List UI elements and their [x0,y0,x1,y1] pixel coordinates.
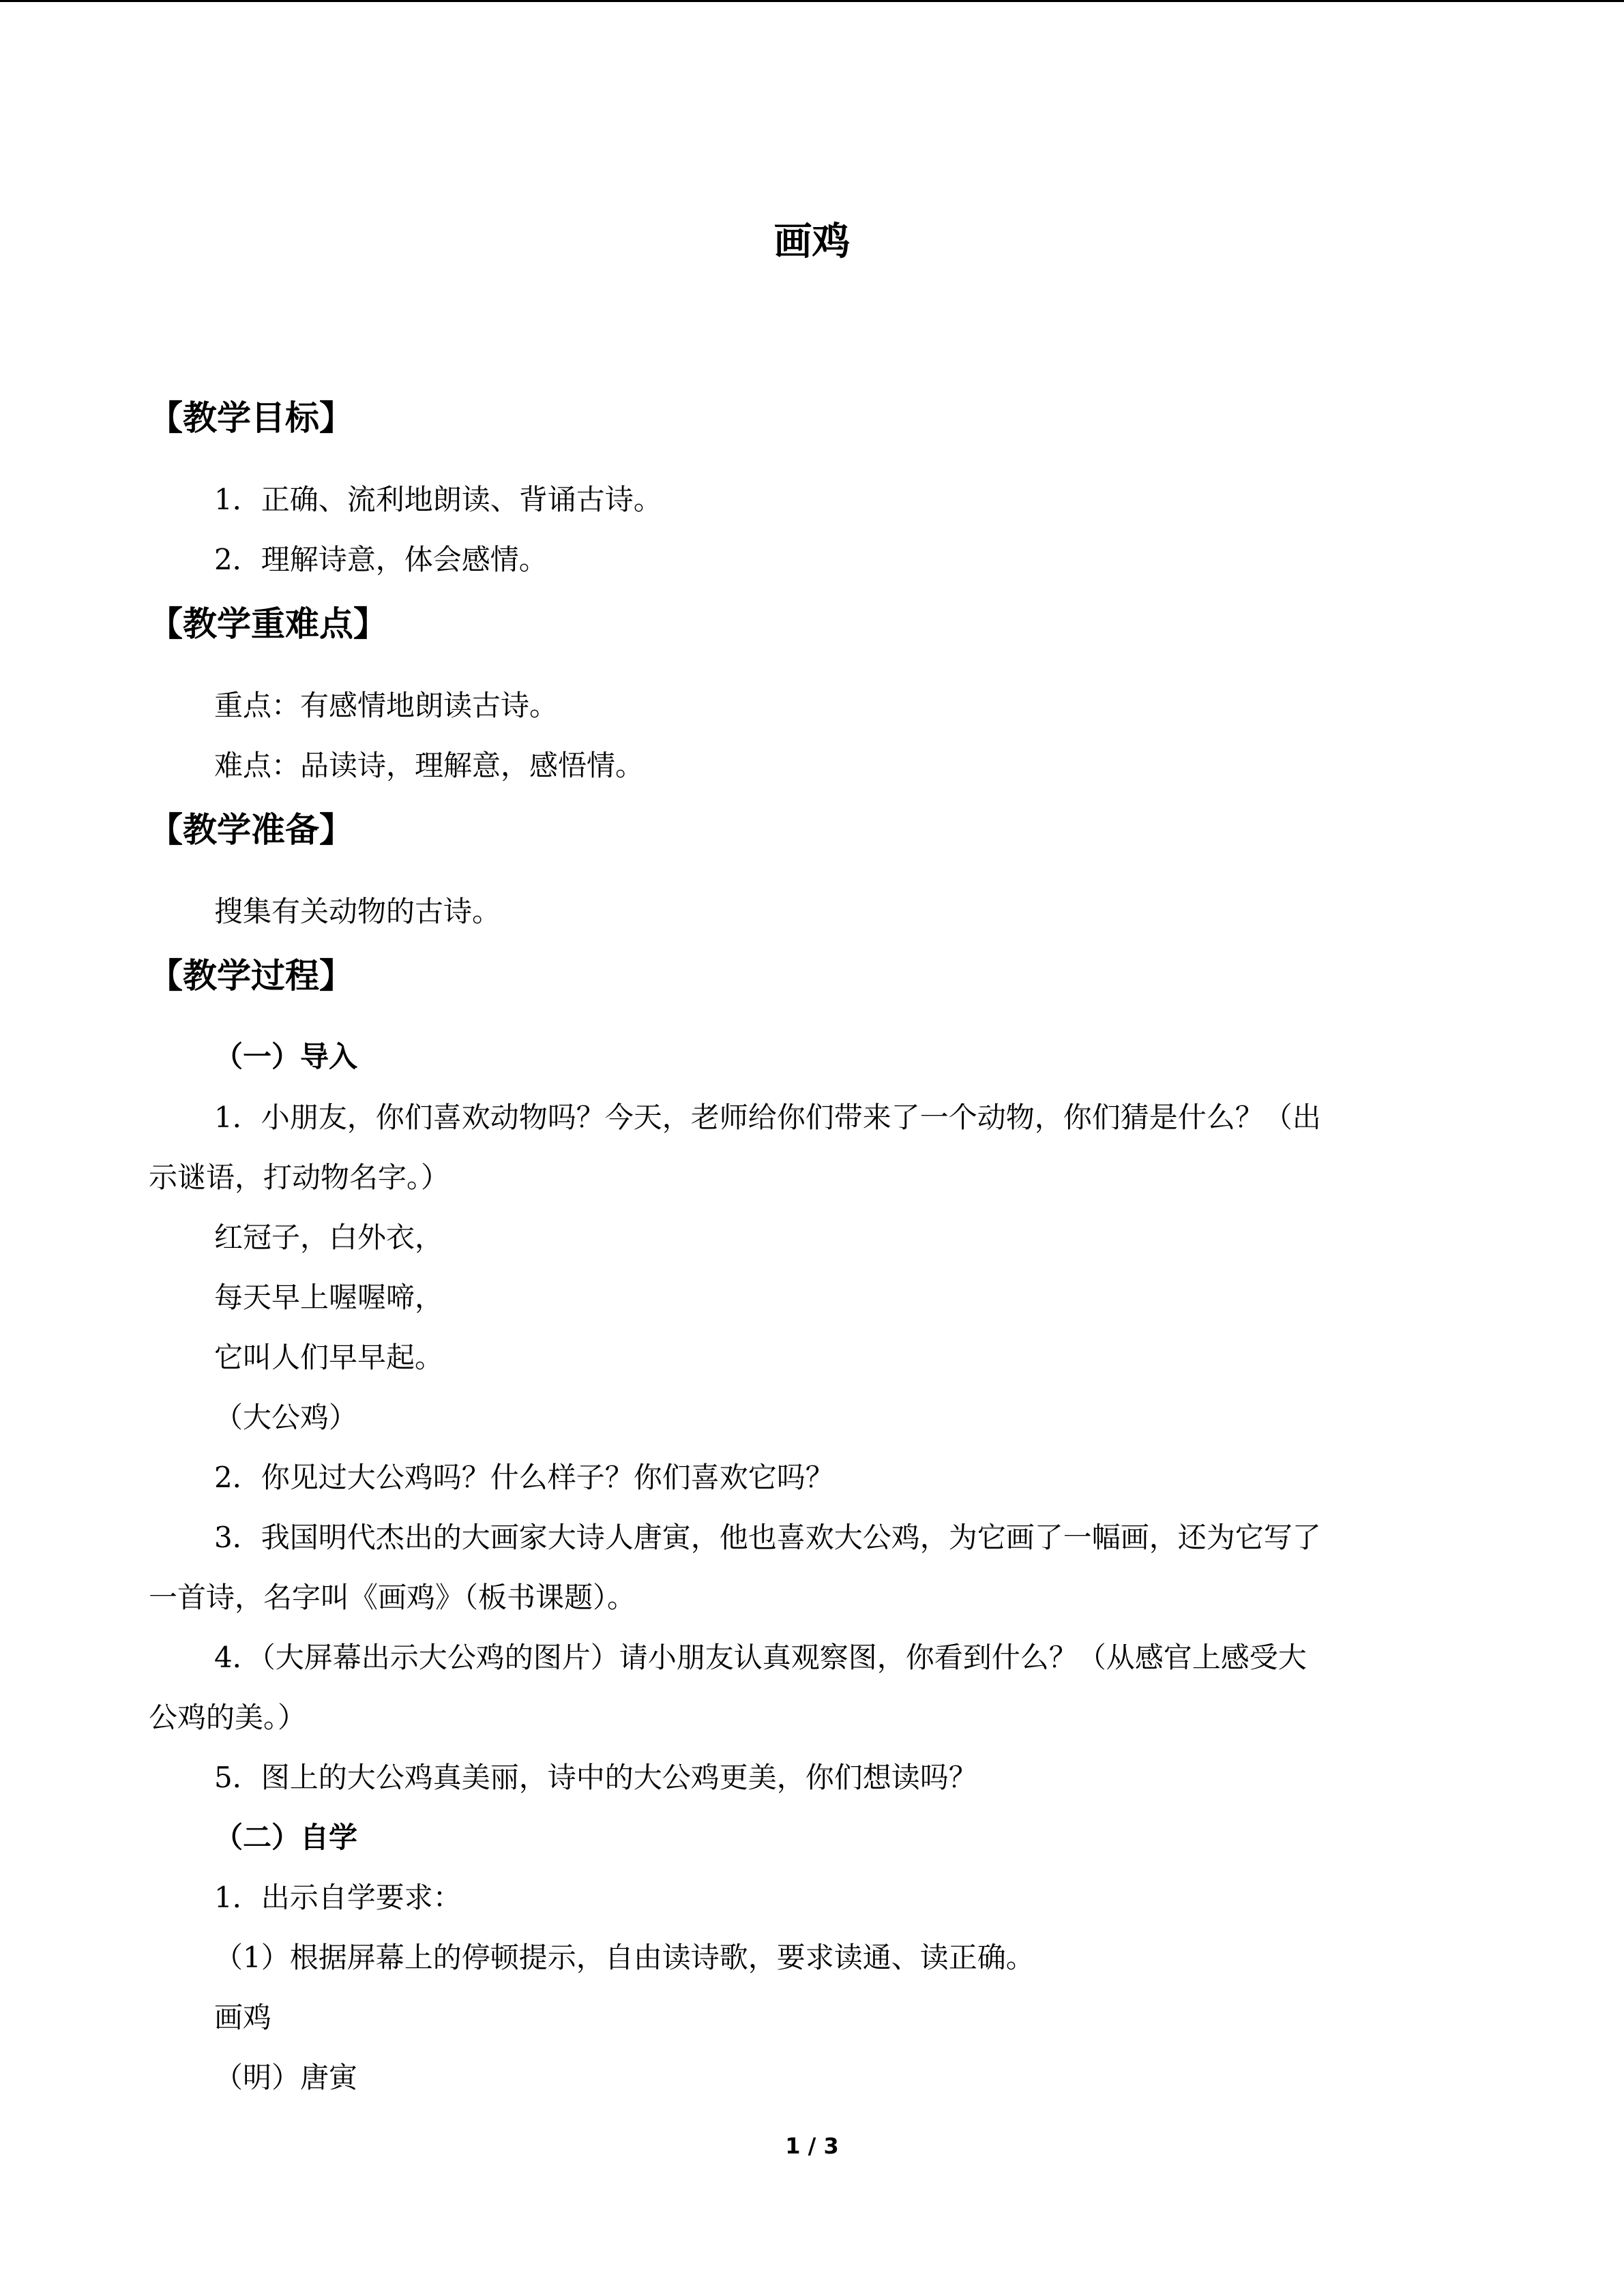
paragraph: 公鸡的美。） [149,1701,307,1734]
heading-teaching-objectives: 【教学目标】 [149,398,353,438]
key-point-item: 重点：有感情地朗读古诗。 [214,689,559,722]
poem-author: （明）唐寅 [214,2061,358,2094]
paragraph: 3．我国明代杰出的大画家大诗人唐寅，他也喜欢大公鸡，为它画了一幅画，还为它写了 [214,1521,1321,1554]
paragraph: 1．小朋友，你们喜欢动物吗？今天，老师给你们带来了一个动物，你们猜是什么？（出 [214,1101,1321,1134]
paragraph: 一首诗，名字叫《画鸡》（板书课题）。 [149,1581,636,1614]
riddle-line: 每天早上喔喔啼， [214,1281,444,1314]
page-top-border [0,0,1624,2]
document-title: 画鸡 [773,220,851,264]
difficult-point-item: 难点：品读诗，理解意，感悟情。 [214,749,645,782]
riddle-line: 它叫人们早早起。 [214,1341,444,1374]
paragraph: （1）根据屏幕上的停顿提示，自由读诗歌，要求读通、读正确。 [214,1941,1035,1974]
preparation-text: 搜集有关动物的古诗。 [214,895,501,928]
riddle-answer: （大公鸡） [214,1401,358,1434]
heading-teaching-process: 【教学过程】 [149,956,353,996]
paragraph: 2．你见过大公鸡吗？什么样子？你们喜欢它吗？ [214,1461,834,1494]
heading-key-points: 【教学重难点】 [149,604,387,644]
page-number: 1 / 3 [785,2133,839,2159]
section-intro-title: （一）导入 [214,1040,358,1073]
objective-item: 2．理解诗意，体会感情。 [214,543,548,576]
heading-preparation: 【教学准备】 [149,810,353,850]
paragraph: 5．图上的大公鸡真美丽，诗中的大公鸡更美，你们想读吗？ [214,1761,977,1794]
section-self-study-title: （二）自学 [214,1821,358,1854]
paragraph: 1．出示自学要求： [214,1881,462,1914]
riddle-line: 红冠子，白外衣， [214,1221,444,1254]
paragraph: 示谜语，打动物名字。） [149,1161,450,1194]
poem-title: 画鸡 [214,2001,272,2034]
objective-item: 1．正确、流利地朗读、背诵古诗。 [214,483,662,516]
paragraph: 4．（大屏幕出示大公鸡的图片）请小朋友认真观察图，你看到什么？（从感官上感受大 [214,1641,1307,1674]
